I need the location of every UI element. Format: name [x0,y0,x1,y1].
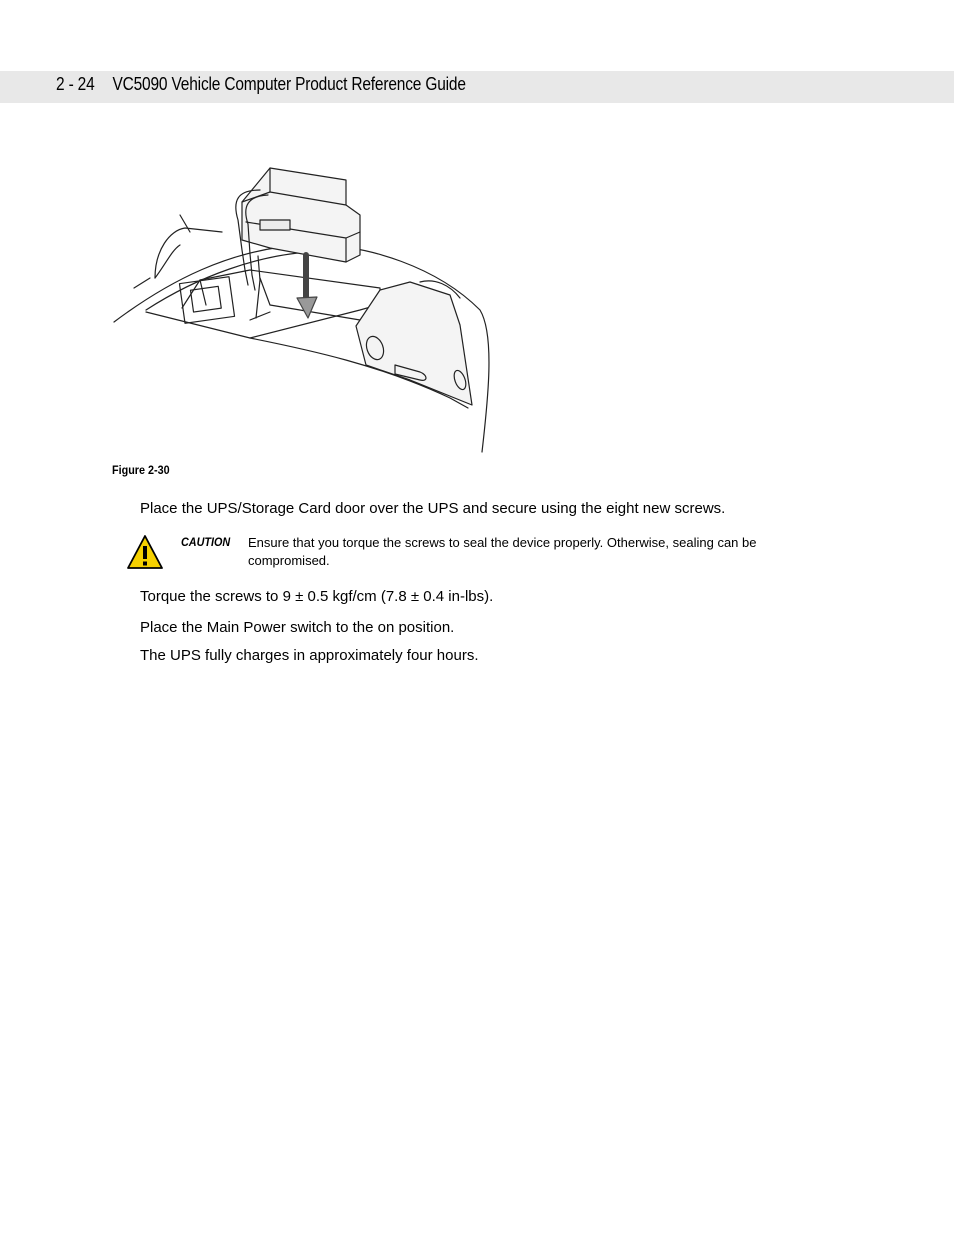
ups-installation-illustration [110,160,500,460]
guide-title: VC5090 Vehicle Computer Product Reference Guide [112,74,466,94]
page-number: 2 - 24 [56,74,95,94]
warning-triangle-icon [127,534,163,570]
figure-caption: Figure 2-30 [112,463,170,477]
caution-label: CAUTION [181,535,231,549]
page-header [56,74,466,95]
step-text-power: Place the Main Power switch to the on position. [140,619,455,636]
step-text-torque: Torque the screws to 9 ± 0.5 kgf/cm (7.8 ± 0.4 in-lbs). [140,588,494,605]
step-text-charge: The UPS fully charges in approximately four hours. [140,647,479,664]
caution-text: Ensure that you torque the screws to seal the device properly. Otherwise, sealing can be compromised. [248,535,757,568]
step-text-door: Place the UPS/Storage Card door over the UPS and secure using the eight new screws. [140,500,726,517]
